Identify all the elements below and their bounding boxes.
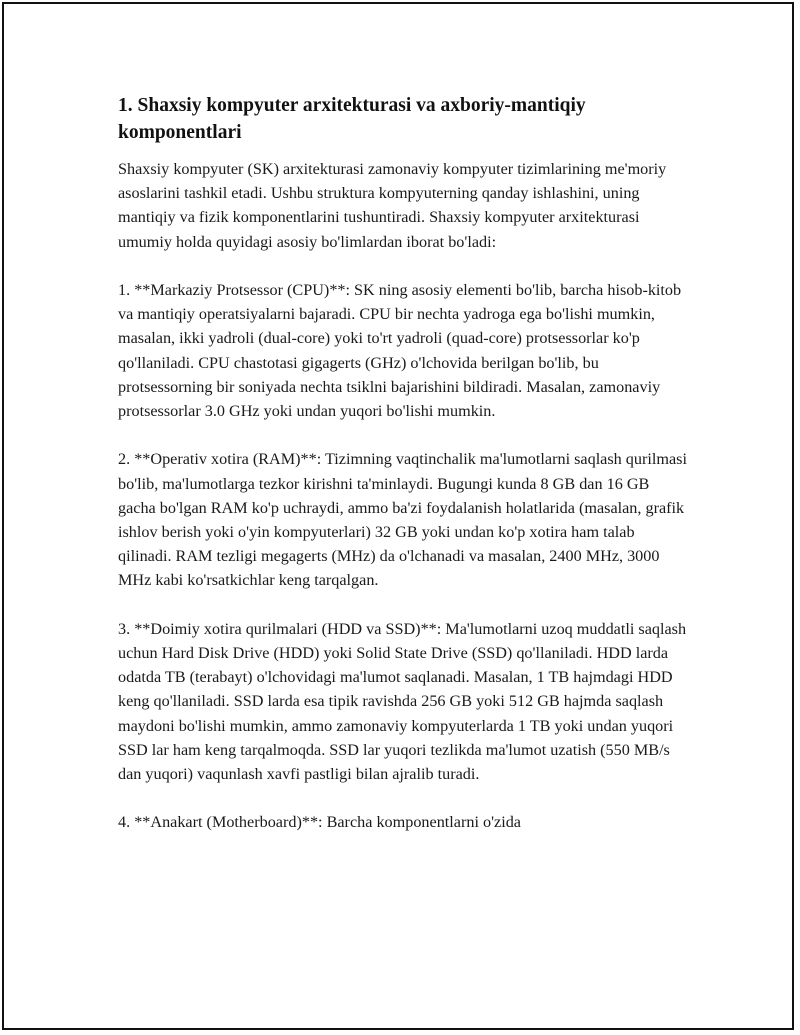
- intro-paragraph: Shaxsiy kompyuter (SK) arxitekturasi zamonaviy kompyuter tizimlarining me'moriy asoslarini tashkil etadi. Ushbu struktura kompyuterning qanday ishlashini, uning mantiqiy va fizik komponentlarini tushuntiradi. Shaxsiy kompyuter arxitekturasi umumiy holda quyidagi asosiy bo'limlardan iborat bo'ladi:: [118, 160, 667, 251]
- motherboard-paragraph: 4. **Anakart (Motherboard)**: Barcha komponentlarni o'zida: [118, 813, 521, 832]
- storage-paragraph: 3. **Doimiy xotira qurilmalari (HDD va SSD)**: Ma'lumotlarni uzoq muddatli saqlash uchun Hard Disk Drive (HDD) yoki Solid State Drive (SSD) qo'llaniladi. HDD larda odatda TB (terabayt) o'lchovidagi ma'lumot saqlanadi. Masalan, 1 TB hajmdagi HDD keng qo'llaniladi. SSD larda esa tipik ravishda 256 GB yoki 512 GB hajmda saqlash maydoni bo'lishi mumkin, ammo zamonaviy kompyuterlarda 1 TB yoki undan yuqori SSD lar ham keng tarqalmoqda. SSD lar yuqori tezlikda ma'lumot uzatish (550 MB/s dan yuqori) vaqunlash xavfi pastligi bilan ajralib turadi.: [118, 619, 687, 784]
- document-body: [118, 92, 688, 835]
- cpu-paragraph: 1. **Markaziy Protsessor (CPU)**: SK ning asosiy elementi bo'lib, barcha hisob-kitob va mantiqiy operatsiyalarni bajaradi. CPU bir nechta yadroga ega bo'lishi mumkin, masalan, ikki yadroli (dual-core) yoki to'rt yadroli (quad-core) protsessorlar ko'p qo'llaniladi. CPU chastotasi gigagerts (GHz) o'lchovida berilgan bo'lib, bu protsessorning bir soniyada nechta tsiklni bajarishini bildiradi. Masalan, zamonaviy protsessorlar 3.0 GHz yoki undan yuqori bo'lishi mumkin.: [118, 281, 682, 421]
- ram-paragraph: 2. **Operativ xotira (RAM)**: Tizimning vaqtinchalik ma'lumotlarni saqlash qurilmasi bo'lib, ma'lumotlarga tezkor kirishni ta'minlaydi. Bugungi kunda 8 GB dan 16 GB gacha bo'lgan RAM ko'p uchraydi, ammo ba'zi foydalanish holatlarida (masalan, grafik ishlov berish yoki o'yin kompyuterlari) 32 GB yoki undan ko'p xotira ham talab qilinadi. RAM tezligi megagerts (MHz) da o'lchanadi va masalan, 2400 MHz, 3000 MHz kabi ko'rsatkichlar keng tarqalgan.: [118, 450, 687, 590]
- section-title: 1. Shaxsiy kompyuter arxitekturasi va axboriy-mantiqiy komponentlari: [118, 95, 586, 143]
